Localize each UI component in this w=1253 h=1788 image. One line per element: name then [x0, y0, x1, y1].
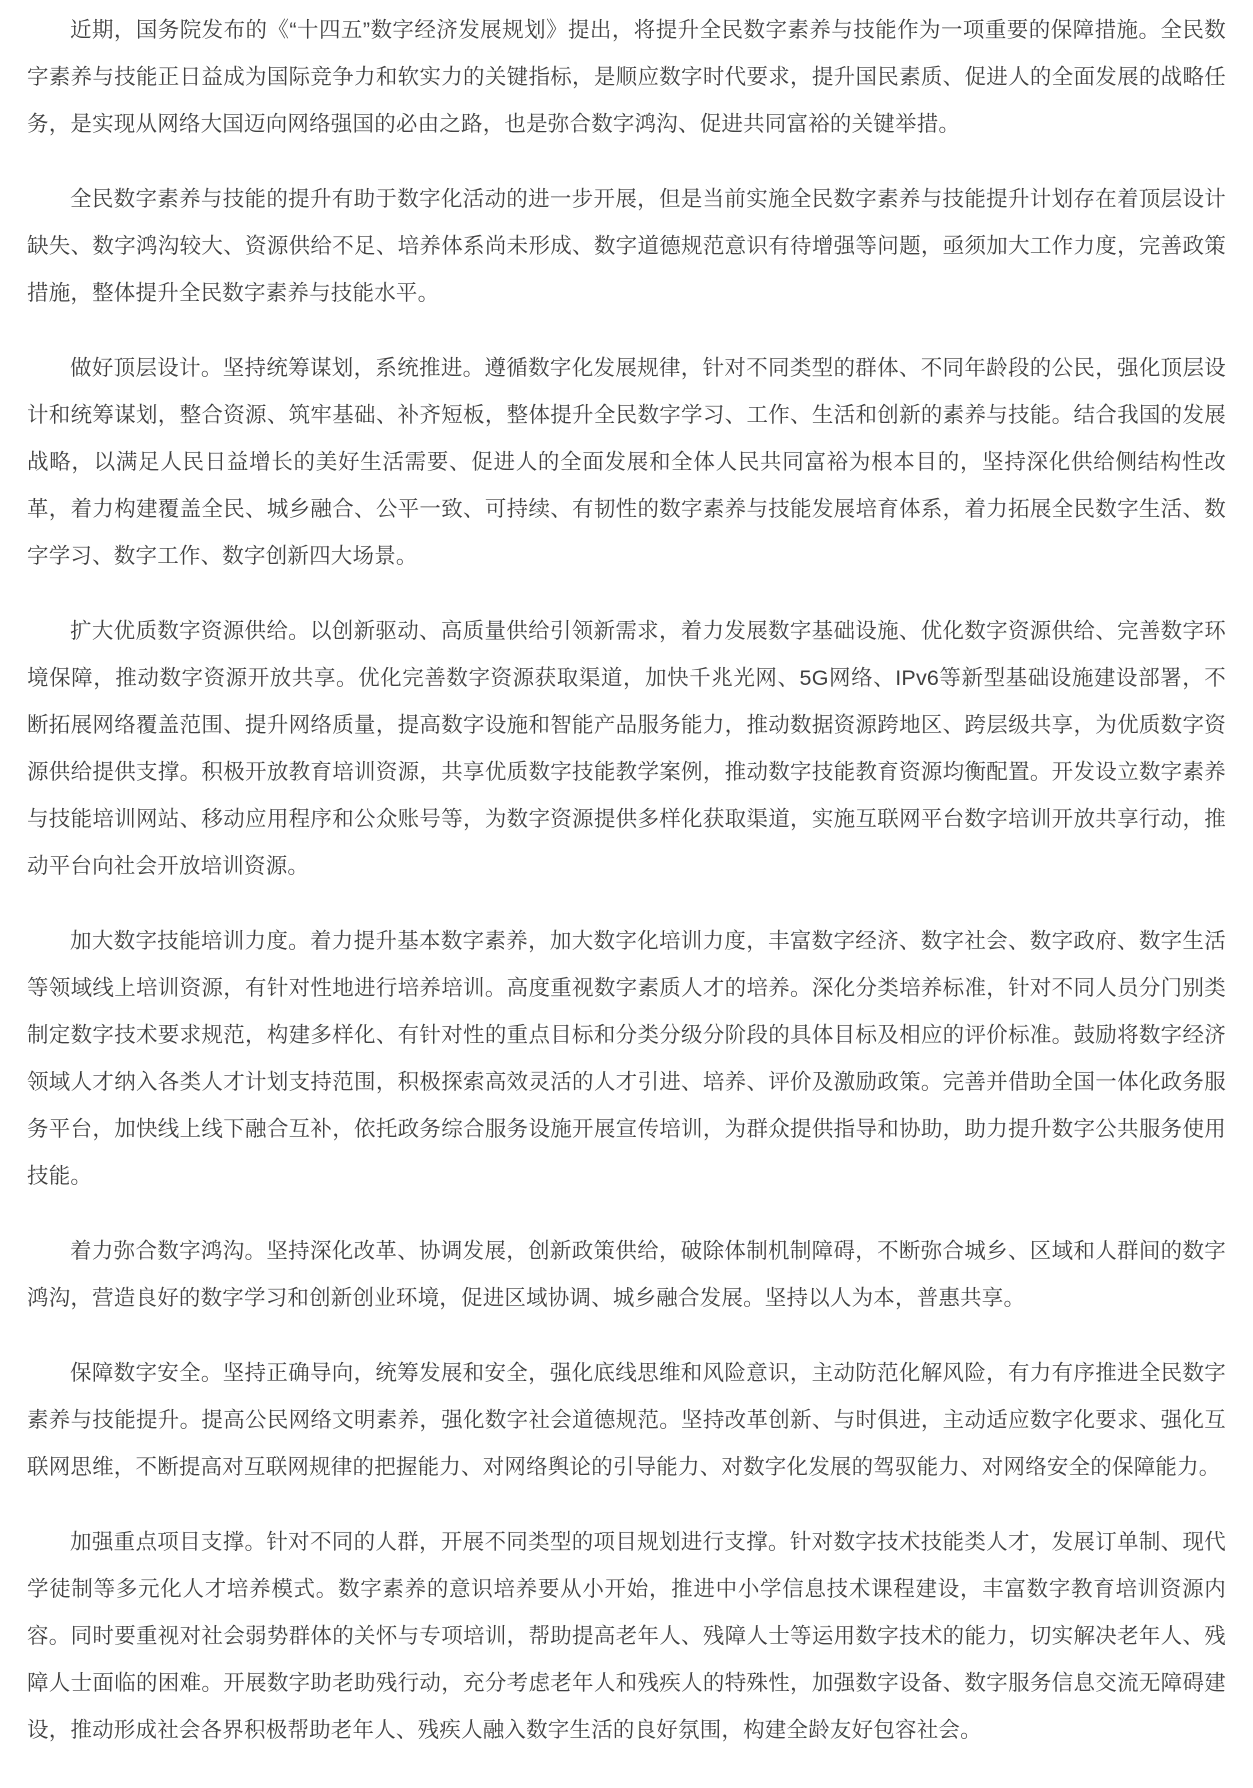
paragraph-3: 做好顶层设计。坚持统筹谋划，系统推进。遵循数字化发展规律，针对不同类型的群体、不同年龄段的公民，强化顶层设计和统筹谋划，整合资源、筑牢基础、补齐短板，整体提升全民数字学习、工作、生活和创新的素养与技能。结合我国的发展战略，以满足人民日益增长的美好生活需要、促进人的全面发展和全体人民共同富裕为根本目的，坚持深化供给侧结构性改革，着力构建覆盖全民、城乡融合、公平一致、可持续、有韧性的数字素养与技能发展培育体系，着力拓展全民数字生活、数字学习、数字工作、数字创新四大场景。	[27, 356, 1226, 568]
paragraph-6: 着力弥合数字鸿沟。坚持深化改革、协调发展，创新政策供给，破除体制机制障碍，不断弥合城乡、区域和人群间的数字鸿沟，营造良好的数字学习和创新创业环境，促进区域协调、城乡融合发展。坚持以人为本，普惠共享。	[27, 1239, 1226, 1310]
paragraph-2: 全民数字素养与技能的提升有助于数字化活动的进一步开展，但是当前实施全民数字素养与技能提升计划存在着顶层设计缺失、数字鸿沟较大、资源供给不足、培养体系尚未形成、数字道德规范意识有待增强等问题，亟须加大工作力度，完善政策措施，整体提升全民数字素养与技能水平。	[27, 187, 1226, 305]
paragraph-5: 加大数字技能培训力度。着力提升基本数字素养，加大数字化培训力度，丰富数字经济、数字社会、数字政府、数字生活等领域线上培训资源，有针对性地进行培养培训。高度重视数字素质人才的培养。深化分类培养标准，针对不同人员分门别类制定数字技术要求规范，构建多样化、有针对性的重点目标和分类分级分阶段的具体目标及相应的评价标准。鼓励将数字经济领域人才纳入各类人才计划支持范围，积极探索高效灵活的人才引进、培养、评价及激励政策。完善并借助全国一体化政务服务平台，加快线上线下融合互补，依托政务综合服务设施开展宣传培训，为群众提供指导和协助，助力提升数字公共服务使用技能。	[27, 929, 1226, 1188]
paragraph-8: 加强重点项目支撑。针对不同的人群，开展不同类型的项目规划进行支撑。针对数字技术技能类人才，发展订单制、现代学徒制等多元化人才培养模式。数字素养的意识培养要从小开始，推进中小学信息技术课程建设，丰富数字教育培训资源内容。同时要重视对社会弱势群体的关怀与专项培训，帮助提高老年人、残障人士等运用数字技术的能力，切实解决老年人、残障人士面临的困难。开展数字助老助残行动，充分考虑老年人和残疾人的特殊性，加强数字设备、数字服务信息交流无障碍建设，推动形成社会各界积极帮助老年人、残疾人融入数字生活的良好氛围，构建全龄友好包容社会。	[27, 1530, 1226, 1742]
paragraph-1: 近期，国务院发布的《“十四五”数字经济发展规划》提出，将提升全民数字素养与技能作为一项重要的保障措施。全民数字素养与技能正日益成为国际竞争力和软实力的关键指标，是顺应数字时代要求，提升国民素质、促进人的全面发展的战略任务，是实现从网络大国迈向网络强国的必由之路，也是弥合数字鸿沟、促进共同富裕的关键举措。	[27, 18, 1226, 136]
paragraph-7: 保障数字安全。坚持正确导向，统筹发展和安全，强化底线思维和风险意识，主动防范化解风险，有力有序推进全民数字素养与技能提升。提高公民网络文明素养，强化数字社会道德规范。坚持改革创新、与时俱进，主动适应数字化要求、强化互联网思维，不断提高对互联网规律的把握能力、对网络舆论的引导能力、对数字化发展的驾驭能力、对网络安全的保障能力。	[27, 1361, 1226, 1479]
paragraph-4: 扩大优质数字资源供给。以创新驱动、高质量供给引领新需求，着力发展数字基础设施、优化数字资源供给、完善数字环境保障，推动数字资源开放共享。优化完善数字资源获取渠道，加快千兆光网、5G网络、IPv6等新型基础设施建设部署，不断拓展网络覆盖范围、提升网络质量，提高数字设施和智能产品服务能力，推动数据资源跨地区、跨层级共享，为优质数字资源供给提供支撑。积极开放教育培训资源，共享优质数字技能教学案例，推动数字技能教育资源均衡配置。开发设立数字素养与技能培训网站、移动应用程序和公众账号等，为数字资源提供多样化获取渠道，实施互联网平台数字培训开放共享行动，推动平台向社会开放培训资源。	[27, 619, 1226, 878]
